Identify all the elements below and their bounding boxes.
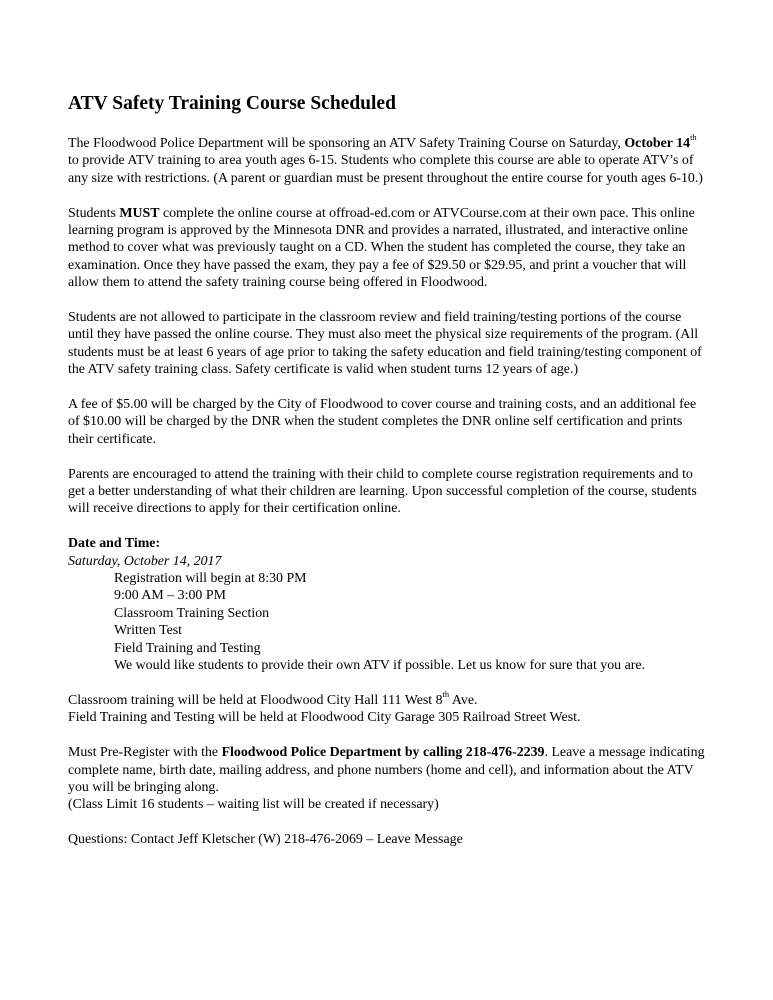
schedule-item: Written Test [114,623,183,639]
questions-contact: Questions: Contact Jeff Kletscher (W) 218-476-2069 – Leave Message [68,832,463,848]
paragraph-parents: Parents are encouraged to attend the training with their child to complete course registration requirements and to get a better understanding of what their children are learning. Upon successful completion of the course, students will receive directions to apply for their certification online. [68,466,697,517]
schedule-list [68,570,708,674]
location-classroom: Classroom training will be held at Floodwood City Hall 111 West 8th Ave. [68,689,478,708]
document-page [68,92,708,866]
paragraph-fees: A fee of $5.00 will be charged by the City of Floodwood to cover course and training costs, and an additional fee of $10.00 will be charged by the DNR when the student completes the DNR online self certification and prints their certificate. [68,397,697,447]
schedule-item: Classroom Training Section [114,605,270,621]
schedule-item: We would like students to provide their own ATV if possible. Let us know for sure that you are. [114,658,646,674]
schedule-item: 9:00 AM – 3:00 PM [114,588,226,604]
paragraph-requirements: Students are not allowed to participate in the classroom review and field training/testing portions of the course until they have passed the online course. They must also meet the physical size requirements of the program. (All students must be at least 6 years of age prior to taking the safety education and field training/testing component of the ATV safety training class. Safety certificate is valid when student turns 12 years of age.) [68,310,702,378]
paragraph-intro: The Floodwood Police Department will be sponsoring an ATV Safety Training Course on Saturday, October 14th to provide ATV training to area youth ages 6-15. Students who complete this course are able to operate ATV’s of any size with restrictions. (A parent or guardian must be present throughout the entire course for youth ages 6-10.) [68,132,703,186]
paragraph-register: Must Pre-Register with the Floodwood Police Department by calling 218-476-2239. Leave a message indicating complete name, birth date, mailing address, and phone numbers (home and cell), and information about the ATV you will be bringing along. [68,745,705,795]
register-phone-bold: Floodwood Police Department by calling 218-476-2239 [221,745,545,761]
paragraph-online-course: Students MUST complete the online course at offroad-ed.com or ATVCourse.com at their own pace. This online learning program is approved by the Minnesota DNR and provides a narrated, illustrated, and interactive online method to cover what was previously taught on a CD. When the student has completed the course, they take an examination. Once they have passed the exam, they pay a fee of $29.50 or $29.95, and print a voucher that will allow them to attend the safety training course being offered in Floodwood. [68,205,695,291]
class-limit: (Class Limit 16 students – waiting list will be created if necessary) [68,797,439,813]
course-date-bold: October 14 [624,136,691,151]
schedule-item: Registration will begin at 8:30 PM [114,571,307,587]
location-field: Field Training and Testing will be held at Floodwood City Garage 305 Railroad Street West. [68,710,581,726]
must-bold: MUST [119,205,160,221]
schedule-item: Field Training and Testing [114,640,261,656]
date-line: Saturday, October 14, 2017 [68,553,222,569]
date-heading: Date and Time: [68,536,161,552]
document-title: ATV Safety Training Course Scheduled [68,93,396,114]
